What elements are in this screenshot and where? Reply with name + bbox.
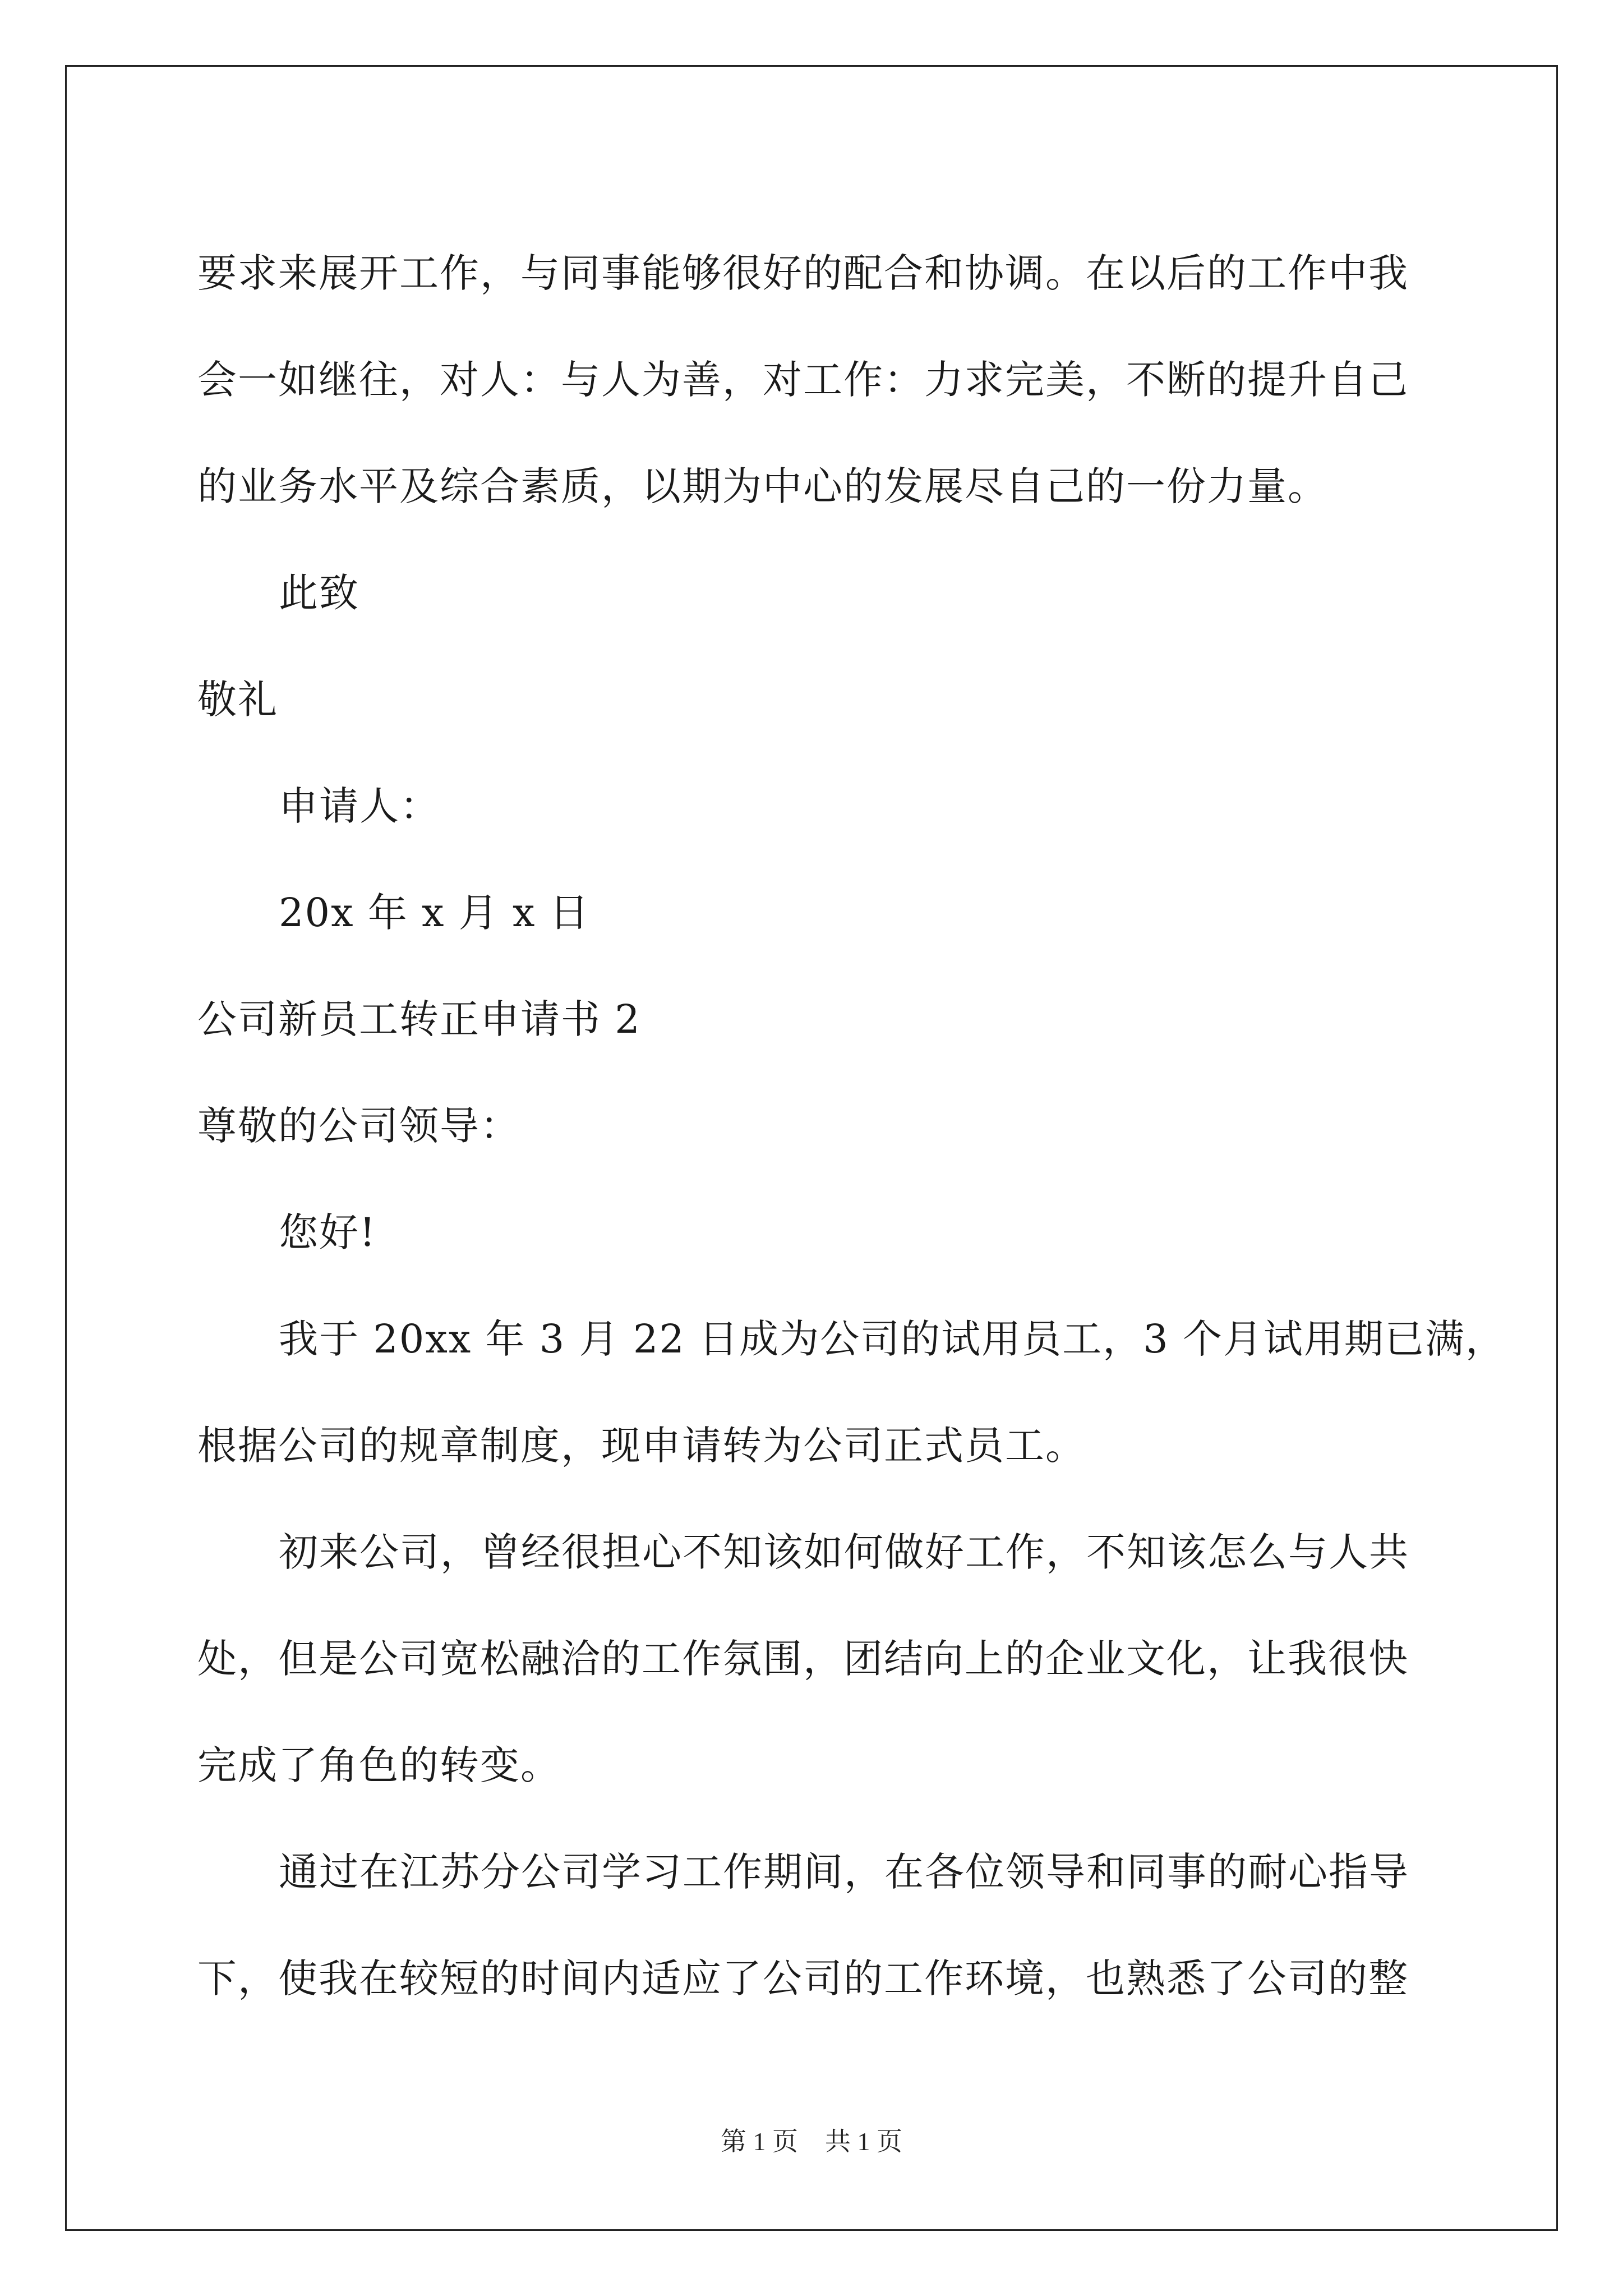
paragraph-line: 下，使我在较短的时间内适应了公司的工作环境，也熟悉了公司的整 xyxy=(197,1955,1409,2001)
paragraph-line: 我于 20xx 年 3 月 22 日成为公司的试用员工，3 个月试用期已满， xyxy=(279,1316,1506,1362)
paragraph-line: 会一如继往，对人：与人为善，对工作：力求完美，不断的提升自己 xyxy=(197,357,1409,403)
page-total: 共 1 页 xyxy=(825,2127,902,2156)
paragraph-line: 处，但是公司宽松融洽的工作氛围，团结向上的企业文化，让我很快 xyxy=(197,1636,1409,1682)
closing-salutation: 此致 xyxy=(279,570,359,616)
page-number: 第 1 页 xyxy=(721,2127,798,2156)
paragraph-line: 完成了角色的转变。 xyxy=(197,1742,561,1788)
closing-regards: 敬礼 xyxy=(197,677,278,723)
page-footer xyxy=(0,2125,1623,2159)
document-body xyxy=(197,220,1506,2032)
paragraph-line: 根据公司的规章制度，现申请转为公司正式员工。 xyxy=(197,1423,1086,1469)
applicant-label: 申请人： xyxy=(279,783,440,829)
paragraph-line: 的业务水平及综合素质，以期为中心的发展尽自己的一份力量。 xyxy=(197,463,1328,509)
date-line: 20x 年 x 月 x 日 xyxy=(279,890,590,936)
paragraph-line: 初来公司，曾经很担心不知该如何做好工作，不知该怎么与人共 xyxy=(279,1529,1409,1575)
section-title: 公司新员工转正申请书 2 xyxy=(197,996,641,1042)
greeting: 您好! xyxy=(279,1209,377,1255)
letter-salutation: 尊敬的公司领导： xyxy=(197,1103,520,1149)
paragraph-line: 通过在江苏分公司学习工作期间，在各位领导和同事的耐心指导 xyxy=(279,1849,1409,1895)
paragraph-line: 要求来展开工作，与同事能够很好的配合和协调。在以后的工作中我 xyxy=(197,250,1409,296)
